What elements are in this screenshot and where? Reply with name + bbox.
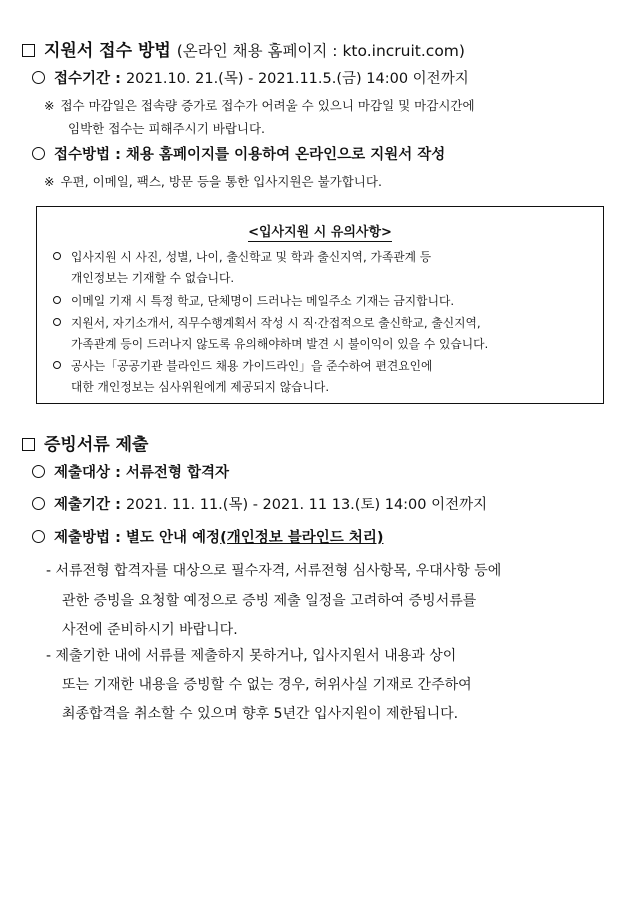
notice-line: 이메일 기재 시 특정 학교, 단체명이 드러나는 메일주소 기재는 금지합니다. — [71, 294, 455, 308]
circle-bullet-icon — [32, 71, 45, 84]
notice-line: 공사는「공공기관 블라인드 채용 가이드라인」을 준수하여 편견요인에 — [71, 359, 433, 373]
submission-period — [32, 493, 487, 514]
period-note-line1 — [44, 96, 475, 114]
submission-period-value: 2021. 11. 11.(목) - 2021. 11 13.(토) 14:00 이전까지 — [125, 497, 488, 513]
method-note-text: 우편, 이메일, 팩스, 방문 등을 통한 입사지원은 불가합니다. — [60, 174, 382, 189]
small-circle-bullet-icon — [53, 361, 61, 369]
square-bullet-icon — [22, 438, 35, 451]
notice-box — [36, 206, 604, 404]
para2-line2: 또는 기재한 내용을 증빙할 수 없는 경우, 허위사실 기재로 간주하여 — [62, 677, 472, 693]
submission-period-label: 제출기간 : — [54, 497, 126, 513]
circle-bullet-icon — [32, 497, 45, 510]
small-circle-bullet-icon — [53, 318, 61, 326]
period-note-line2: 임박한 접수는 피해주시기 바랍니다. — [68, 121, 266, 136]
notice-line: 가족관계 등이 드러나지 않도록 유의해야하며 발견 시 불이익이 있을 수 있습니다. — [71, 337, 489, 351]
para1-line3: 사전에 준비하시기 바랍니다. — [62, 622, 238, 638]
notice-line: 개인정보는 기재할 수 없습니다. — [71, 271, 235, 285]
application-period — [32, 67, 469, 88]
notice-item — [53, 248, 431, 265]
note-mark: ※ — [44, 174, 55, 189]
section1-subtitle: (온라인 채용 홈페이지 : kto.incruit.com) — [176, 42, 465, 60]
period-label: 접수기간 : — [54, 71, 126, 87]
blind-processing-note: (개인정보 블라인드 처리) — [220, 530, 384, 546]
notice-item — [53, 357, 432, 374]
notice-line: 지원서, 자기소개서, 직무수행계획서 작성 시 직·간접적으로 출신학교, 출신지역, — [71, 316, 481, 330]
notice-box-title — [37, 221, 603, 240]
para1-line1: - 서류전형 합격자를 대상으로 필수자격, 서류전형 심사항목, 우대사항 등에 — [46, 563, 502, 579]
section1-title: 지원서 접수 방법 — [44, 41, 171, 61]
submission-method-text: 제출방법 : 별도 안내 예정 — [54, 530, 221, 546]
section2-heading — [22, 430, 148, 455]
notice-box-title-text: <입사지원 시 유의사항> — [248, 225, 392, 240]
section2-title: 증빙서류 제출 — [44, 435, 149, 455]
notice-item — [53, 314, 481, 331]
circle-bullet-icon — [32, 465, 45, 478]
para2-line3: 최종합격을 취소할 수 있으며 향후 5년간 입사지원이 제한됩니다. — [62, 706, 459, 722]
application-method — [32, 143, 445, 164]
square-bullet-icon — [22, 44, 35, 57]
method-note — [44, 172, 382, 190]
para2-line1: - 제출기한 내에 서류를 제출하지 못하거나, 입사지원서 내용과 상이 — [46, 648, 457, 664]
notice-item — [53, 292, 454, 309]
circle-bullet-icon — [32, 530, 45, 543]
small-circle-bullet-icon — [53, 296, 61, 304]
note-mark: ※ — [44, 98, 55, 113]
notice-line: 입사지원 시 사진, 성별, 나이, 출신학교 및 학과 출신지역, 가족관계 등 — [71, 250, 432, 264]
small-circle-bullet-icon — [53, 252, 61, 260]
target-text: 제출대상 : 서류전형 합격자 — [54, 465, 230, 481]
period-note-text1: 접수 마감일은 접속량 증가로 접수가 어려울 수 있으니 마감일 및 마감시간에 — [60, 98, 475, 113]
para1-line2: 관한 증빙을 요청할 예정으로 증빙 제출 일정을 고려하여 증빙서류를 — [62, 593, 477, 609]
period-value: 2021.10. 21.(목) - 2021.11.5.(금) 14:00 이전까지 — [125, 71, 469, 87]
circle-bullet-icon — [32, 147, 45, 160]
submission-method — [32, 526, 383, 547]
section1-heading — [22, 36, 465, 61]
submission-target — [32, 461, 229, 482]
notice-line: 대한 개인정보는 심사위원에게 제공되지 않습니다. — [71, 380, 330, 394]
method-label: 접수방법 : 채용 홈페이지를 이용하여 온라인으로 지원서 작성 — [54, 147, 446, 163]
